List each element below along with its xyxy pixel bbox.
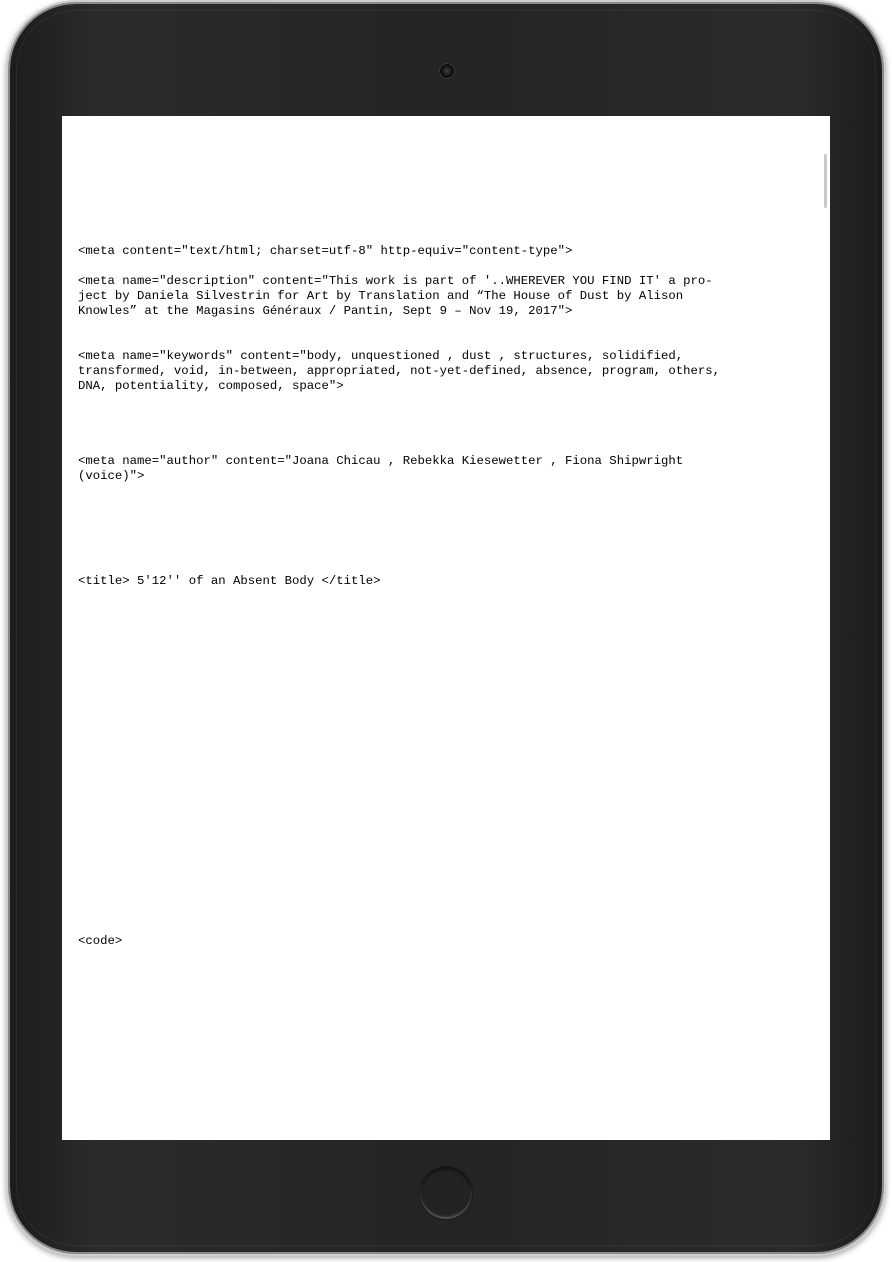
meta-keywords-line: <meta name="keywords" content="body, unquestioned , dust , structures, solidified, transformed, void, in-between, appropriated, not-yet-defined, absence, program, others, DNA, potentiality, composed, space"> [78, 349, 721, 393]
meta-description-line: <meta name="description" content="This work is part of '..WHEREVER YOU FIND IT' a pro- ject by Daniela Silvestrin for Art by Translation and “The House of Dust by Alison Knowles” at the Magasins Généraux / Pantin, Sept 9 – Nov 19, 2017"> [78, 274, 713, 318]
vertical-scrollbar[interactable] [824, 154, 827, 208]
code-tag-line: <code> [78, 934, 123, 948]
title-tag-line: <title> 5'12'' of an Absent Body </title> [78, 574, 381, 588]
meta-content-type-line: <meta content="text/html; charset=utf-8" http-equiv="content-type"> [78, 244, 573, 258]
front-camera-icon [440, 64, 454, 78]
tablet-device-frame [10, 4, 882, 1252]
browser-screen[interactable] [62, 116, 830, 1140]
meta-author-line: <meta name="author" content="Joana Chicau , Rebekka Kiesewetter , Fiona Shipwright (voice)"> [78, 454, 684, 483]
home-button[interactable] [420, 1167, 472, 1219]
